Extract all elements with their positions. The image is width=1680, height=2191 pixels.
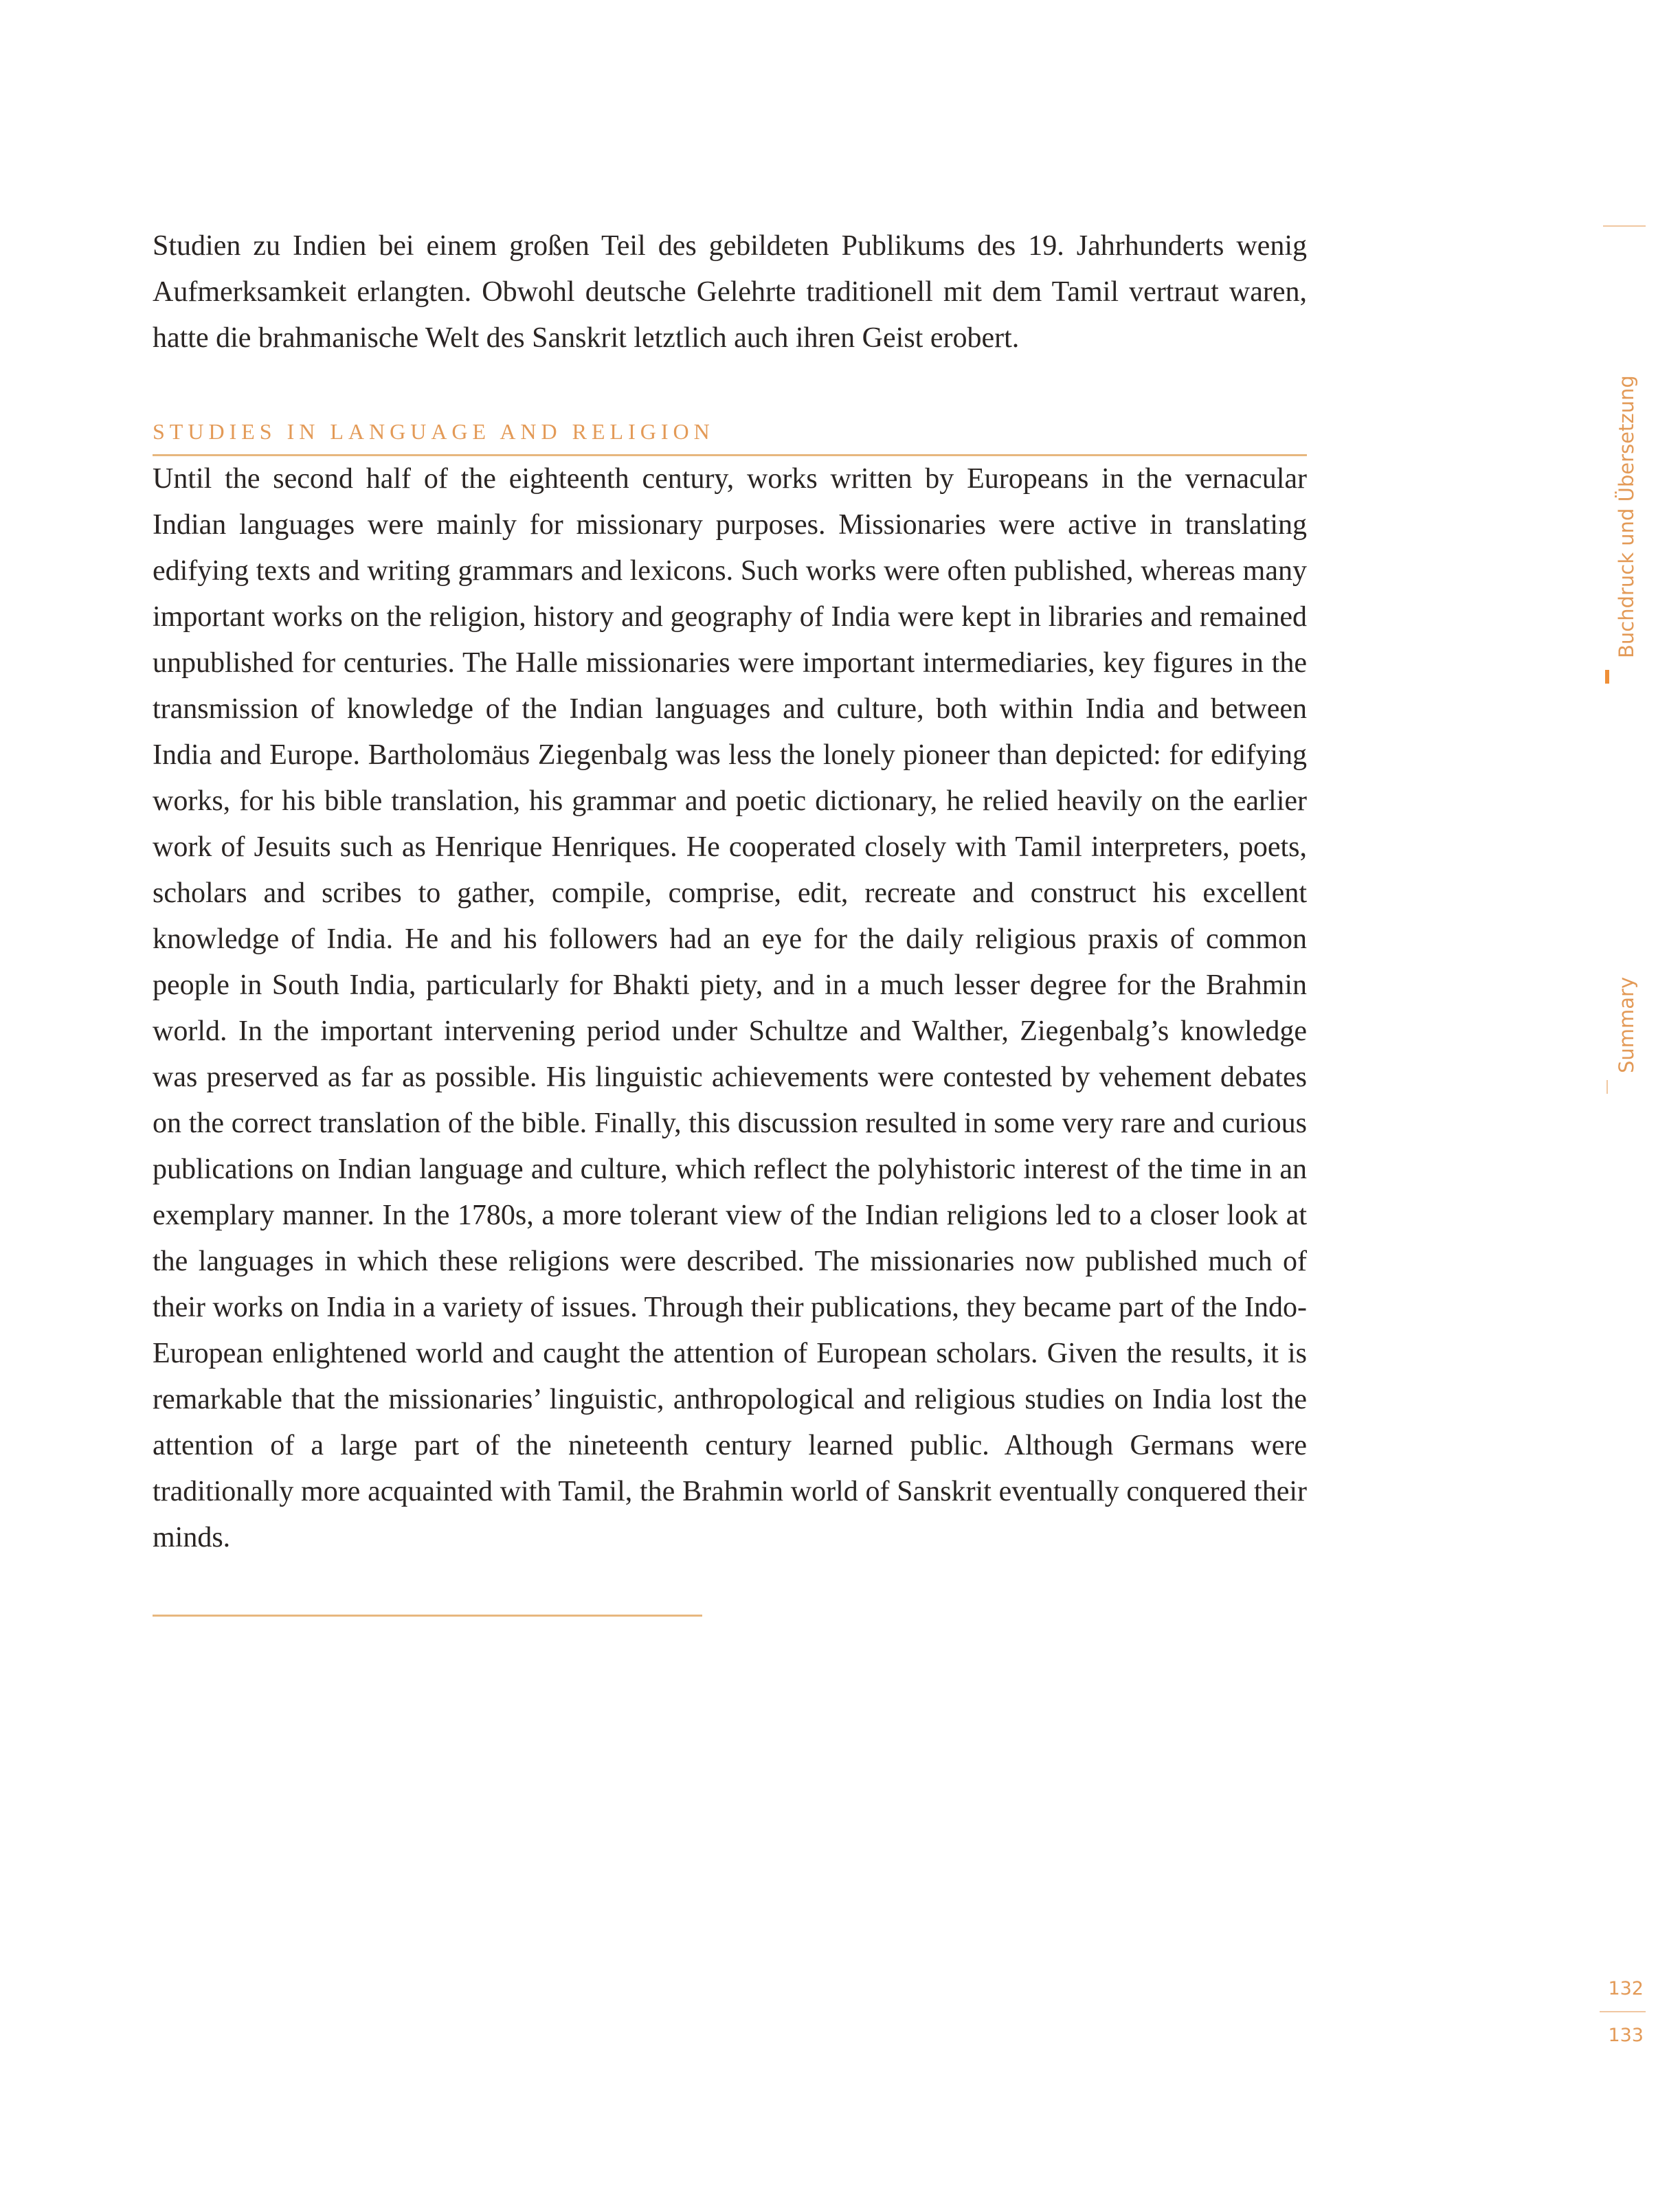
section-heading: STUDIES IN LANGUAGE AND RELIGION (153, 418, 1307, 456)
page-number-right: 133 (1608, 2025, 1644, 2046)
section-label: Summary (1615, 976, 1638, 1073)
section-body: Until the second half of the eighteenth century, works written by Europeans in the vernacular Indian languages were mainly for missionary purposes. Missionaries were active in translating edifying texts and writing grammars and lexicons. Such works were often published, whereas many important works on the religion, history and geography of India were kept in libraries and remained unpublished for centuries. The Halle missionaries were important intermediaries, key figures in the transmission of knowledge of the Indian languages and culture, both within India and between India and Europe. Bartholomäus Ziegenbalg was less the lonely pioneer than depicted: for edifying works, for his bible translation, his grammar and poetic dictionary, he relied heavily on the earlier work of Jesuits such as Henrique Henriques. He cooperated closely with Tamil interpreters, poets, scholars and scribes to gather, compile, comprise, edit, recreate and construct his excellent knowledge of India. He and his followers had an eye for the daily religious praxis of common people in South India, particularly for Bhakti piety, and in a much lesser degree for the Brahmin world. In the important intervening period under Schultze and Walther, Ziegenbalg’s knowledge was preserved as far as possible. His linguistic achievements were contested by vehement debates on the correct translation of the bible. Finally, this discussion resulted in some very rare and curious publications on Indian language and culture, which reflect the polyhistoric interest of the time in an exemplary manner. In the 1780s, a more tolerant view of the Indian religions led to a closer look at the languages in which these religions were described. The missionaries now published much of their works on India in a variety of issues. Through their publications, they became part of the Indo-European enlightened world and caught the attention of European scholars. Given the results, it is remarkable that the missionaries’ linguistic, anthropological and religious studies on India lost the attention of a large part of the nineteenth century learned public. Although Germans were traditionally more acquainted with Tamil, the Brahmin world of Sanskrit eventually conquered their minds. (153, 463, 1307, 1553)
page-number-left: 132 (1608, 1978, 1644, 1999)
page-number-divider (1600, 2011, 1646, 2012)
chapter-marker (1605, 670, 1609, 684)
section-marker (1606, 1080, 1608, 1094)
sidebar-top-tick (1603, 225, 1646, 227)
intro-paragraph: Studien zu Indien bei einem großen Teil des gebildeten Publikums des 19. Jahrhunderts wenig Aufmerksamkeit erlangten. Obwohl deutsche Gelehrte traditionell mit dem Tamil vertraut waren, hatte die brahmanische Welt des Sanskrit letztlich auch ihren Geist erobert. (153, 230, 1307, 354)
end-rule (153, 1615, 702, 1617)
chapter-label: Buchdruck und Übersetzung (1615, 375, 1638, 658)
